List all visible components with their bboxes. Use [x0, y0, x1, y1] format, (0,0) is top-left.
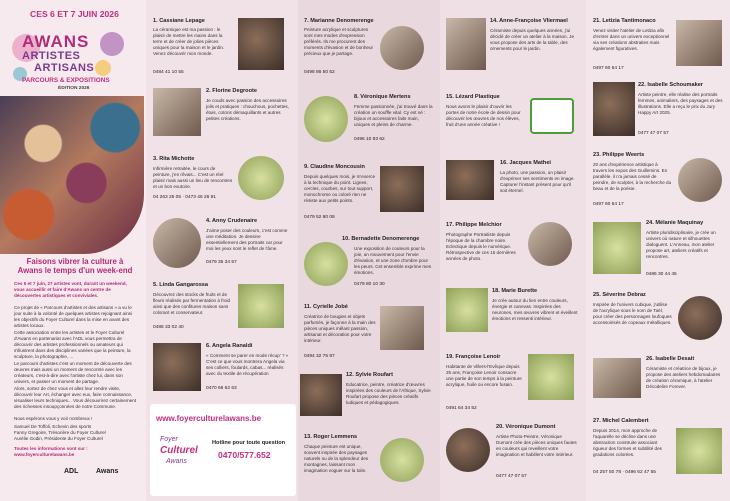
artist-1-phone: 0484 41 10 55 [153, 70, 184, 75]
artist-23-text: 20 ans d'expérience artistique à travers les expos des Guillemins. En parallèle, il n'a jamais cessé de peindre, de sculpter, à la recherche du beau et de la poésie. [593, 162, 672, 191]
artist-8-photo [304, 96, 348, 142]
artist-20-name: 20. Véronique Dumont [496, 424, 556, 430]
artist-27-text: Depuis 2014, mon approche de l'aquarelle se décline dans une abstraction construite associant rigueur des formes et subtilité des gradations colorées. [593, 428, 662, 457]
artist-20-photo [446, 428, 490, 472]
artist-2-text: Je couds avec passion des accessoires jolis et pratiques : chouchous, pochettes, étuis, cotons démaquillants et autres petites créations. [206, 98, 289, 121]
artist-21-name: 21. Letizia Tantimonaco [593, 18, 656, 24]
artist-19-name: 19. Françoise Lenoir [446, 354, 501, 360]
artist-24-text: Artiste pluridisciplinaire, je crée un univers où nature et silhouettes dialoguent. L'Anneau, mon atelier propose art, ateliers créatifs et rencontres. [646, 230, 716, 259]
artist-14-name: 14. Anne-Françoise Vliermael [490, 18, 568, 24]
artist-21-photo [676, 20, 722, 66]
artist-6-phone: 0470 66 62 63 [206, 386, 237, 391]
logo-awans-small: Awans [96, 468, 119, 475]
artist-3-phone: 04 263 25 05 · 0473 46 26 91 [153, 195, 216, 200]
artist-17-name: 17. Philippe Melchior [446, 222, 502, 228]
artist-27-photo [676, 428, 722, 474]
artist-4-name: 4. Anny Crudenaire [206, 218, 258, 224]
artist-11-name: 11. Cyrielle Jobé [304, 304, 348, 310]
intro-p5: Nous espérons vous y voir nombreux ! [14, 416, 93, 421]
artist-25-photo [678, 296, 722, 340]
artist-20-text: Artiste Photo-Peintre, Véronique Dumont crée des pièces uniques fautes en couleurs qui reveillent votre imagination et habillent votre intérieur. [496, 434, 577, 457]
artist-7-phone: 0498 86 50 52 [304, 70, 335, 75]
artist-24-phone: 0486 30 44 45 [646, 272, 677, 277]
artist-3-name: 3. Rita Michotte [153, 156, 195, 162]
artist-12-text: Educatrice, peintre, créatrice d'œuvres inspirées des couleurs de l'Afrique, Sylvie Roufart propose des pièces créatifs ludiques et pédagogiques. [346, 382, 431, 405]
artist-26-name: 26. Isabelle Desait [646, 356, 695, 362]
artist-14-text: Céramiste depuis quelques années, j'ai décidé de créer un atelier à la maison. Je vous propose des arts de la table, des ornements pour le jardin. [490, 28, 575, 51]
artist-6-photo [153, 343, 201, 391]
hotline-label: Hotline pour toute question [212, 440, 286, 446]
artist-18-text: Je crée autour du lien entre couleurs, énergie et canevas. Inspirées des neurones, mes œuvres vibrent et éveillent émotions et ressenti intérieur. [492, 298, 578, 321]
artist-2-name: 2. Florine Degroote [206, 88, 257, 94]
artist-11-photo [380, 306, 424, 350]
artist-10-name: 10. Bernadette Denomerenge [342, 236, 420, 242]
intro-p4: Alors, sortez de chez vous et allez leur rendre visite, découvrir leur Art, échanger avec eux, faire connaissance, visualiser leurs techniques... Vous découvrirez certainement des richesses insoupçonnées de notre Commune. [14, 386, 137, 409]
artist-23-phone: 0497 60 64 17 [593, 202, 624, 207]
artist-26-text: Céramiste et créatrice de bijoux, je propose des ateliers hebdomadaires de création céramique, à l'atelier Décodelire Forever. [646, 366, 721, 389]
artist-13-text: Chaque peinture est unique, souvent inspirée des paysages naturels ou de la splendeur des montagnes, laissant mon imagination voguer sur la toile. [304, 444, 369, 473]
hotline-number[interactable]: 0470/577.652 [218, 450, 271, 460]
intro-p3: Le parcours d'artistes c'est un moment de découverte des œuvres mais aussi un moment de rencontre avec les créateurs, c'est-à-dire avec l'artiste chez lui, dans son univers, et passer un moment de partage. [14, 361, 132, 384]
artist-27-phone: 04 257 50 78 · 0496 62 47 55 [593, 470, 656, 475]
intro-p2: Cette association entre les artistes et le Foyer Culturel d'Awans en partenariat avec l'ADL vous permettra de découvrir des artistes professionnels ou amateurs qui s'illustrent dans des disciplines variées que la peinture, la sculpture, la photographie, ... [14, 330, 131, 359]
artist-18-name: 18. Marie Burette [492, 288, 538, 294]
logo-awans: AWANS [22, 32, 90, 51]
artist-15-name: 15. Lézard Plastique [446, 94, 500, 100]
lezard-logo [530, 98, 574, 134]
artist-25-name: 25. Séverine Debraz [593, 292, 646, 298]
logo-adl: ADL [64, 468, 79, 475]
artist-9-name: 9. Claudine Moncousin [304, 164, 365, 170]
intro-title: Faisons vibrer la culture à Awans le temps d'un week-end [17, 257, 133, 275]
artist-2-photo [153, 88, 201, 136]
artist-10-text: Une exposition de couleurs pour la joie, un mouvement pour l'envie d'évasion, et une zone d'ombre pour les peurs. Cet ensemble exprime mes émotions. [354, 246, 432, 275]
artist-18-photo [446, 288, 488, 332]
artist-19-phone: 0491 64 34 52 [446, 406, 477, 411]
artist-22-name: 22. Isabelle Schoumaker [638, 82, 703, 88]
artist-8-text: Femme passionnée, j'ai trouvé dans la création un souffle vital. Cy est né : bijoux et accessoires faits main, uniques et pleins de charme. [354, 104, 433, 127]
logo-artisans: ARTISANS [34, 62, 95, 74]
subtitle-parcours: PARCOURS & EXPOSITIONS [22, 77, 110, 84]
signature-3: Aurélie Godin, Présidente du Foyer Culturel [14, 436, 103, 441]
artist-22-phone: 0477 47 07 57 [638, 131, 669, 136]
artist-21-phone: 0497 60 64 17 [593, 66, 624, 71]
foyer-logo-1: Foyer [160, 436, 178, 443]
artist-24-name: 24. Mélanie Maquinay [646, 220, 704, 226]
intro-p1: Ce projet de « Parcours d'artistes et des artisans » a vu le jour suite à la volonté de quelques artistes rejoignant ainsi les objectifs du Foyer Culturel dans la mise en avant des artistes locaux. [14, 305, 132, 328]
artist-5-text: Découvrez des stocks de fruits et de fleurs réalisés par fermentation à froid ainsi que des confitures maison sans colorant et conservateur. [153, 292, 231, 315]
signature-2: Fanny Gregoire, Trésorière du Foyer Culturel [14, 430, 106, 435]
artist-7-name: 7. Marianne Denomerenge [304, 18, 374, 24]
artist-3-photo [238, 156, 284, 200]
artist-5-phone: 0486 33 02 40 [153, 325, 184, 330]
artist-22-photo [593, 82, 635, 136]
artist-9-text: Depuis quelques mois, je m'exerce à la technique du point. Lignes, cercles, courbes, sur tout support, monochrome ou coloré rien ne résiste aux petits points. [304, 174, 376, 203]
artist-7-text: Peinture acrylique et sculptures sont mes modes d'expression préférés. Ils me procurent des moments d'évasion et de bonheur précieux que je partage. [304, 27, 374, 56]
artist-19-text: Habitante de Villers-l'Evêque depuis 25 ans, Françoise Lenoir consacre une partie de son temps à la peinture acrylique, huile ou encore fusain. [446, 364, 522, 387]
intro-footer: Toutes les informations sont sur : www.foyerculturelawans.be [14, 446, 88, 457]
artist-20-phone: 0477 47 07 57 [496, 474, 527, 479]
artist-10-phone: 0479 80 10 30 [354, 282, 385, 287]
edition-label: ÉDITION 2026 [58, 86, 90, 91]
artist-17-photo [528, 222, 572, 266]
artist-24-photo [593, 222, 641, 274]
artist-4-phone: 0479 35 34 57 [206, 260, 237, 265]
artist-7-photo [380, 26, 424, 70]
hero-photo [0, 96, 144, 254]
artist-16-photo [446, 160, 494, 200]
artist-22-text: Artiste peintre, elle réalise des portraits femmes, animaliers, des paysages et des illustrations. Elle a reçu le prix du Jury Happy Art 2025. [638, 92, 723, 115]
artist-27-name: 27. Michel Calembert [593, 418, 649, 424]
foyer-logo-3: Awans [166, 458, 187, 465]
artist-17-text: Photographe Portraitiste depuis l'époque de la chambre noire. Eclectique depuis le numérique. Rétrospective de ces 15 dernières années de photo. [446, 232, 516, 261]
footer-url[interactable]: www.foyerculturelawans.be [156, 414, 262, 423]
artist-9-phone: 0479 52 80 08 [304, 215, 335, 220]
artist-23-name: 23. Philippe Weerts [593, 152, 645, 158]
artist-5-name: 5. Linda Gangarossa [153, 282, 209, 288]
artist-13-name: 13. Roger Lemmens [304, 434, 358, 440]
artist-8-name: 8. Véronique Mertens [354, 94, 411, 100]
artist-12-photo [300, 374, 342, 416]
artist-13-photo [380, 438, 424, 482]
artist-1-text: La céramique est ma passion : le plaisir de mettre les mains dans la terre et de créer de jolies pièces uniques pour la maison et le jardin. Venez découvrir mon monde. [153, 27, 225, 56]
artist-14-photo [446, 18, 486, 70]
artist-25-text: Inspirée de l'univers cubique, j'utilise de l'acrylique sous le nom de Taël, pour créer des personnages loufoques accessoirisés de copeaux métalliques. [593, 302, 672, 325]
artist-1-name: 1. Cassiane Lepage [153, 18, 205, 24]
artist-4-text: J'aime poser des couleurs, c'est comme une méditation. Je dessine essentiellement des portraits car pour moi les yeux sont le reflet de l'âme. [206, 228, 288, 251]
artist-26-photo [593, 358, 641, 398]
artist-19-photo [528, 354, 574, 400]
artist-10-photo [304, 242, 348, 286]
artist-21-text: Venez visiter l'atelier de Letizia afin d'entrer dans un univers exceptionnel via ses créations abstraites mais également figuratives. [593, 28, 670, 51]
intro-lead: Ces 6 et 7 juin, 27 artistes vont, durant un weekend, vous accueillir et faire d'Awans un centre de découvertes artistiques et conviviales. [14, 281, 127, 298]
artist-5-photo [238, 284, 284, 328]
artist-15-text: Nous avons le plaisir d'ouvrir les portes de notre école de dessin pour découvrir les œuvres de nos élèves, fruit d'une année créative ! [446, 104, 521, 127]
foyer-logo-2: Culturel [160, 445, 198, 456]
artist-9-photo [380, 166, 424, 212]
event-dates: CES 6 ET 7 JUIN 2026 [30, 9, 119, 19]
artist-16-name: 16. Jacques Mathei [500, 160, 551, 166]
artist-11-text: Créatrice de bougies et objets parfumés, je façonne à la main des pièces uniques mêlant passion, artisanat et décoration pour votre intérieur. [304, 314, 376, 343]
artist-4-photo [153, 218, 201, 268]
artist-16-text: La photo, une passion, un plaisir d'exprimer ses sentiments en image. Capturer l'instant présent pour qu'il soit éternel. [500, 170, 575, 193]
artist-3-text: Infirmière retraitée, le cours de peinture, j'en rêvais... C'est un réel plaisir mais aussi un lieu de rencontres et un bon exutoire. [153, 166, 233, 189]
artist-6-text: « Comment se parer en mode récup' ? » C'est ce que vous montrera Angela via ses colliers, foulards, cabas... réalisés avec du textile de récupération [206, 353, 289, 376]
signature-1: Samuel De Toffoli, Echevin des sports [14, 424, 92, 429]
artist-1-photo [238, 18, 284, 70]
artist-11-phone: 0494 32 75 97 [304, 354, 335, 359]
artist-12-name: 12. Sylvie Roufart [346, 372, 393, 378]
artist-6-name: 6. Angela Ranaldi [206, 343, 253, 349]
artist-23-photo [678, 158, 722, 202]
logo-artistes: ARTISTES [22, 50, 81, 62]
artist-8-phone: 0496 10 93 62 [354, 137, 385, 142]
